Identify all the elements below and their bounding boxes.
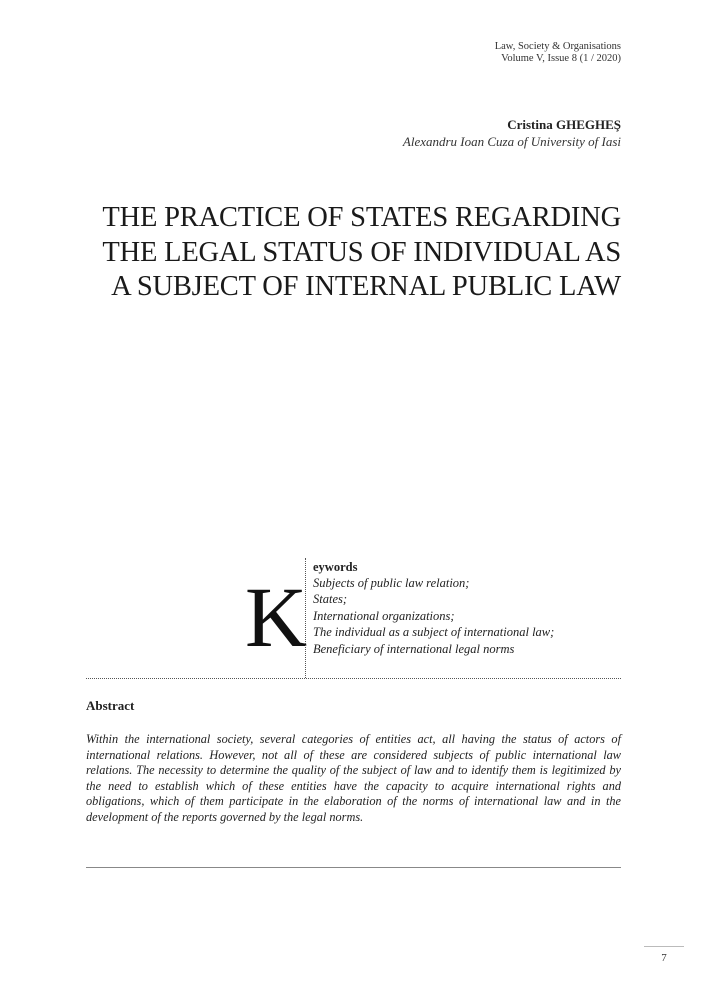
keywords-divider-vertical (305, 558, 306, 678)
keywords-dropcap: K (245, 569, 308, 665)
keyword-item: The individual as a subject of international law; (313, 625, 555, 640)
keyword-item: Subjects of public law relation; (313, 576, 470, 590)
author-block (221, 117, 621, 151)
abstract-heading: Abstract (86, 698, 135, 713)
keywords-heading: eywords (313, 560, 358, 574)
journal-issue: Volume V, Issue 8 (1 / 2020) (501, 53, 621, 64)
abstract-text: Within the international society, several categories of entities act, all having the status of actors of international relations. However, not all of these are considered subjects of public international law relations. The necessity to determine the quality of the subject of law and to identify them is legitimized by the need to establish which of these entities have the capacity to acquire international rights and obligations, which of them participate in the elaboration of the norms of international law and in the development of the reports governed by the legal norms. (86, 732, 621, 824)
keyword-item: International organizations; (313, 608, 455, 623)
page-number-rule (644, 946, 684, 947)
keywords-list (313, 575, 633, 657)
author-affiliation: Alexandru Ioan Cuza of University of Iasi (402, 134, 621, 149)
keywords-block (313, 559, 633, 657)
title-line: THE LEGAL STATUS OF INDIVIDUAL AS (102, 236, 621, 268)
keywords-divider-horizontal (86, 678, 621, 679)
paper-title (61, 201, 621, 305)
page-number: 7 (661, 952, 667, 964)
author-name: Cristina GHEGHEŞ (507, 117, 621, 132)
keyword-item: States; (313, 592, 348, 607)
title-line: A SUBJECT OF INTERNAL PUBLIC LAW (111, 271, 621, 302)
journal-header (321, 41, 621, 65)
title-line: THE PRACTICE OF STATES REGARDING (102, 202, 621, 233)
journal-name: Law, Society & Organisations (494, 41, 621, 52)
section-divider (86, 867, 621, 868)
keyword-item: Beneficiary of international legal norms (313, 641, 515, 656)
